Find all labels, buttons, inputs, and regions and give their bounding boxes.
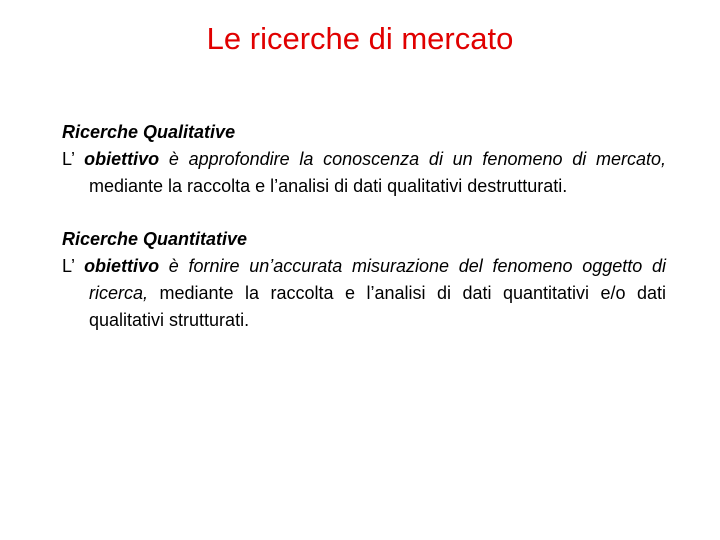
description-prefix: L’	[62, 256, 85, 276]
description-plain-part: mediante la raccolta e l’analisi di dati quantitativi e/o dati qualitativi strutturati.	[89, 283, 666, 330]
slide-title: Le ricerche di mercato	[206, 21, 514, 56]
description-prefix: L’	[62, 149, 85, 169]
section-heading: Ricerche Quantitative	[62, 229, 248, 249]
section-description	[62, 253, 666, 334]
description-italic-part: è fornire un’accurata misurazione del fenomeno oggetto di ricerca,	[89, 256, 666, 303]
slide-content	[62, 119, 666, 334]
section-heading: Ricerche Qualitative	[62, 122, 236, 142]
description-keyword: obiettivo	[84, 149, 160, 169]
section-quantitative	[62, 226, 666, 334]
description-italic-part: è approfondire la conoscenza di un fenomeno di mercato,	[159, 149, 666, 169]
section-qualitative	[62, 119, 666, 200]
section-description	[62, 146, 666, 200]
description-keyword: obiettivo	[84, 256, 160, 276]
description-plain-part: mediante la raccolta e l’analisi di dati qualitativi destrutturati.	[89, 176, 568, 196]
